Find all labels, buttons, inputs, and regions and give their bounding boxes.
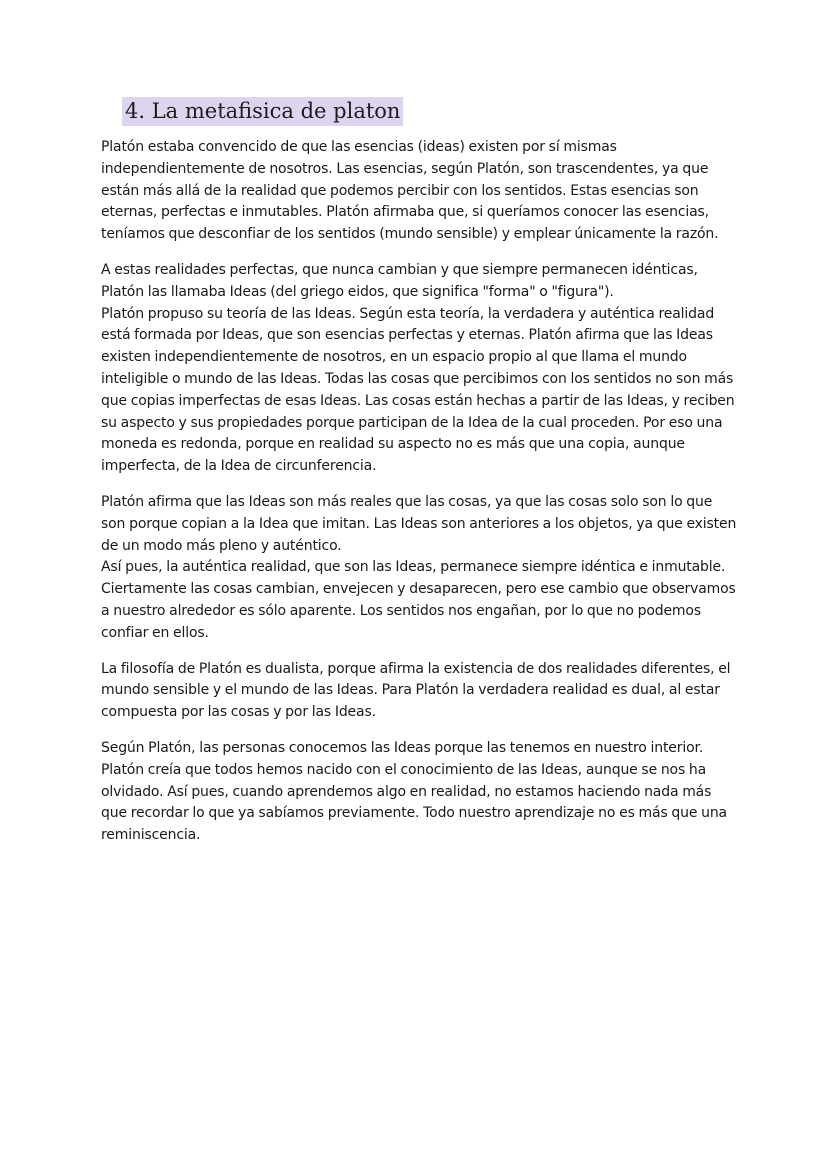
text-line: está formada por Ideas, que son esencias perfectas y eternas. Platón afirma que las Ideas [101, 327, 713, 344]
text-line: Ciertamente las cosas cambian, envejecen y desaparecen, pero ese cambio que observamos [101, 581, 736, 598]
text-line: Platón creía que todos hemos nacido con el conocimiento de las Ideas, aunque se nos ha [101, 761, 707, 778]
text-line: moneda es redonda, porque en realidad su aspecto no es más que una copia, aunque [101, 436, 685, 453]
text-line: Platón estaba convencido de que las esencias (ideas) existen por sí mismas [101, 139, 617, 155]
text-line: inteligible o mundo de las Ideas. Todas las cosas que percibimos con los sentidos no son más [101, 370, 734, 387]
text-line: confiar en ellos. [101, 624, 209, 641]
paragraph [101, 492, 736, 645]
text-line: imperfecta, de la Idea de circunferencia. [101, 458, 377, 475]
text-line: compuesta por las cosas y por las Ideas. [101, 704, 376, 721]
text-line: independientemente de nosotros. Las esencias, según Platón, son trascendentes, ya que [101, 160, 709, 177]
text-line: a nuestro alrededor es sólo aparente. Los sentidos nos engañan, por lo que no podemos [101, 602, 701, 619]
document-body [101, 137, 736, 861]
paragraph [101, 137, 736, 246]
text-line: son porque copian a la Idea que imitan. Las Ideas son anteriores a los objetos, ya que existen [101, 515, 737, 532]
text-line: mundo sensible y el mundo de las Ideas. Para Platón la verdadera realidad es dual, al estar [101, 682, 720, 699]
text-line: Platón propuso su teoría de las Ideas. Según esta teoría, la verdadera y auténtica realidad [101, 305, 715, 322]
text-line: teníamos que desconfiar de los sentidos (mundo sensible) y emplear únicamente la razón. [101, 226, 719, 243]
text-line: existen independientemente de nosotros, en un espacio propio al que llama el mundo [101, 349, 687, 366]
text-line: Así pues, la auténtica realidad, que son las Ideas, permanece siempre idéntica e inmutable. [101, 559, 726, 576]
text-line: Según Platón, las personas conocemos las Ideas porque las tenemos en nuestro interior. [101, 739, 704, 756]
paragraph [101, 659, 736, 724]
text-line: eternas, perfectas e inmutables. Platón afirmaba que, si queríamos conocer las esencias, [101, 204, 709, 221]
text-line: Platón afirma que las Ideas son más reales que las cosas, ya que las cosas solo son lo que [101, 493, 713, 510]
text-line: olvidado. Así pues, cuando aprendemos algo en realidad, no estamos haciendo nada más [101, 783, 712, 800]
text-line: reminiscencia. [101, 827, 201, 844]
text-line: que recordar lo que ya sabíamos previamente. Todo nuestro aprendizaje no es más que una [101, 805, 727, 822]
text-line: que copias imperfectas de esas Ideas. Las cosas están hechas a partir de las Ideas, y reciben [101, 392, 735, 409]
text-line: Platón las llamaba Ideas (del griego eidos, que significa "forma" o "figura"). [101, 283, 614, 300]
text-line: La filosofía de Platón es dualista, porque afirma la existencia de dos realidades diferentes, el [101, 660, 731, 677]
text-line: están más allá de la realidad que podemos percibir con los sentidos. Estas esencias son [101, 182, 699, 199]
section-heading: 4. La metafisica de platon [122, 97, 403, 126]
text-line: de un modo más pleno y auténtico. [101, 537, 342, 554]
text-line: su aspecto y sus propiedades porque participan de la Idea de la cual proceden. Por eso una [101, 414, 723, 431]
paragraph [101, 260, 736, 478]
text-line: A estas realidades perfectas, que nunca cambian y que siempre permanecen idénticas, [101, 261, 698, 278]
paragraph [101, 738, 736, 847]
